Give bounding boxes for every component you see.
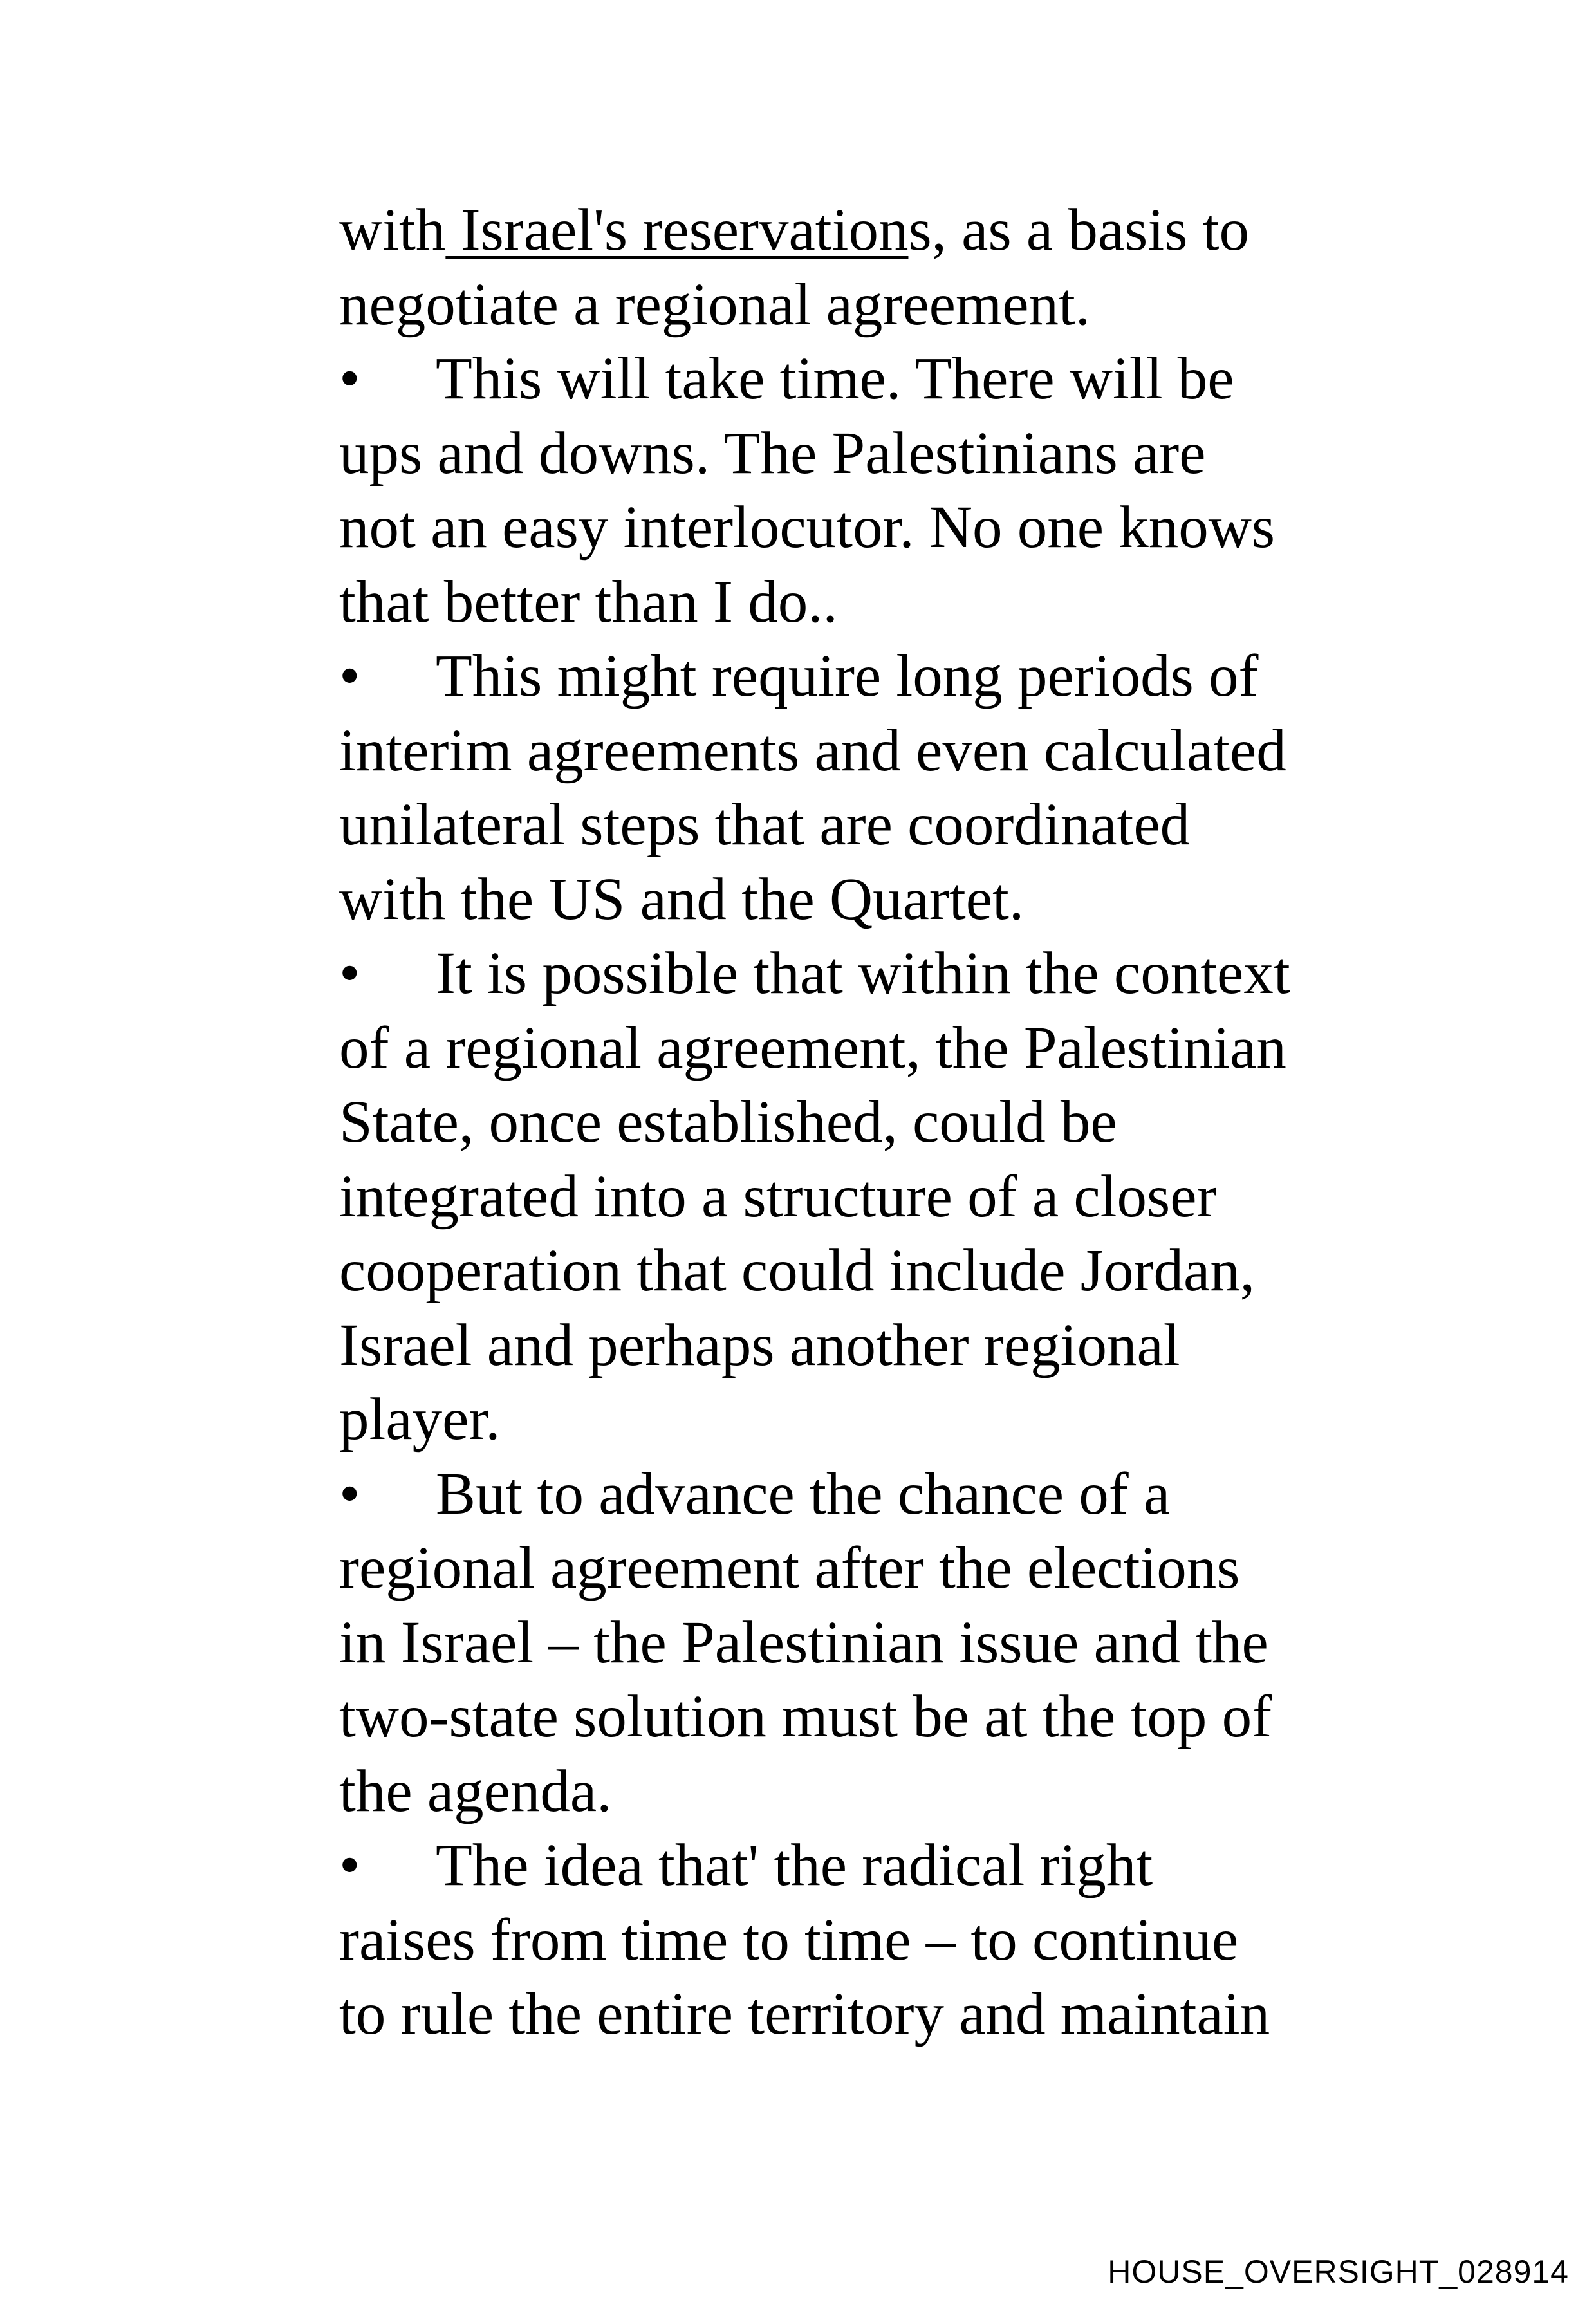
text-line [339,193,1395,268]
text-line: cooperation that could include Jordan, [339,1238,1255,1304]
text-line: unilateral steps that are coordinated [339,792,1191,858]
text-line: not an easy interlocutor. No one knows [339,494,1276,561]
text-line: negotiate a regional agreement. [339,271,1091,338]
bullet-icon: • [339,940,360,1007]
bullet-text: But to advance the chance of a [436,1460,1171,1527]
bullet-text: This will take time. There will be [436,346,1234,412]
text-fragment: s, as a basis to [908,197,1249,263]
text-line: in Israel – the Palestinian issue and the [339,1609,1268,1676]
document-id-stamp: HOUSE_OVERSIGHT_028914 [1108,2254,1569,2290]
text-line: raises from time to time – to continue [339,1906,1239,1973]
text-line: interim agreements and even calculated [339,717,1286,784]
bullet-icon: • [339,346,360,412]
text-line: ups and downs. The Palestinians are [339,420,1206,487]
document-body [339,193,1395,2052]
text-line: integrated into a structure of a closer [339,1163,1217,1230]
text-line: that better than I do.. [339,568,838,635]
bullet-line [339,342,1395,416]
bullet-line [339,936,1395,1011]
bullet-line [339,1828,1395,1903]
text-fragment: with [339,197,446,263]
text-line: Israel and perhaps another regional [339,1312,1180,1378]
text-line: two-state solution must be at the top of [339,1684,1272,1750]
text-line: with the US and the Quartet. [339,866,1025,933]
bullet-text: It is possible that within the context [436,940,1290,1007]
bullet-icon: • [339,1460,360,1527]
text-line: of a regional agreement, the Palestinian [339,1014,1286,1081]
text-line: State, once established, could be [339,1089,1117,1155]
bullet-text: This might require long periods of [436,643,1259,709]
text-line: the agenda. [339,1758,612,1824]
bullet-line [339,639,1395,714]
underlined-phrase: Israel's reservation [445,197,909,263]
text-line: to rule the entire territory and maintain [339,1981,1270,2047]
bullet-icon: • [339,1832,360,1898]
text-line: regional agreement after the elections [339,1535,1240,1601]
text-line: player. [339,1386,501,1453]
bullet-text: The idea that' the radical right [436,1832,1153,1898]
bullet-icon: • [339,643,360,709]
bullet-line [339,1457,1395,1532]
